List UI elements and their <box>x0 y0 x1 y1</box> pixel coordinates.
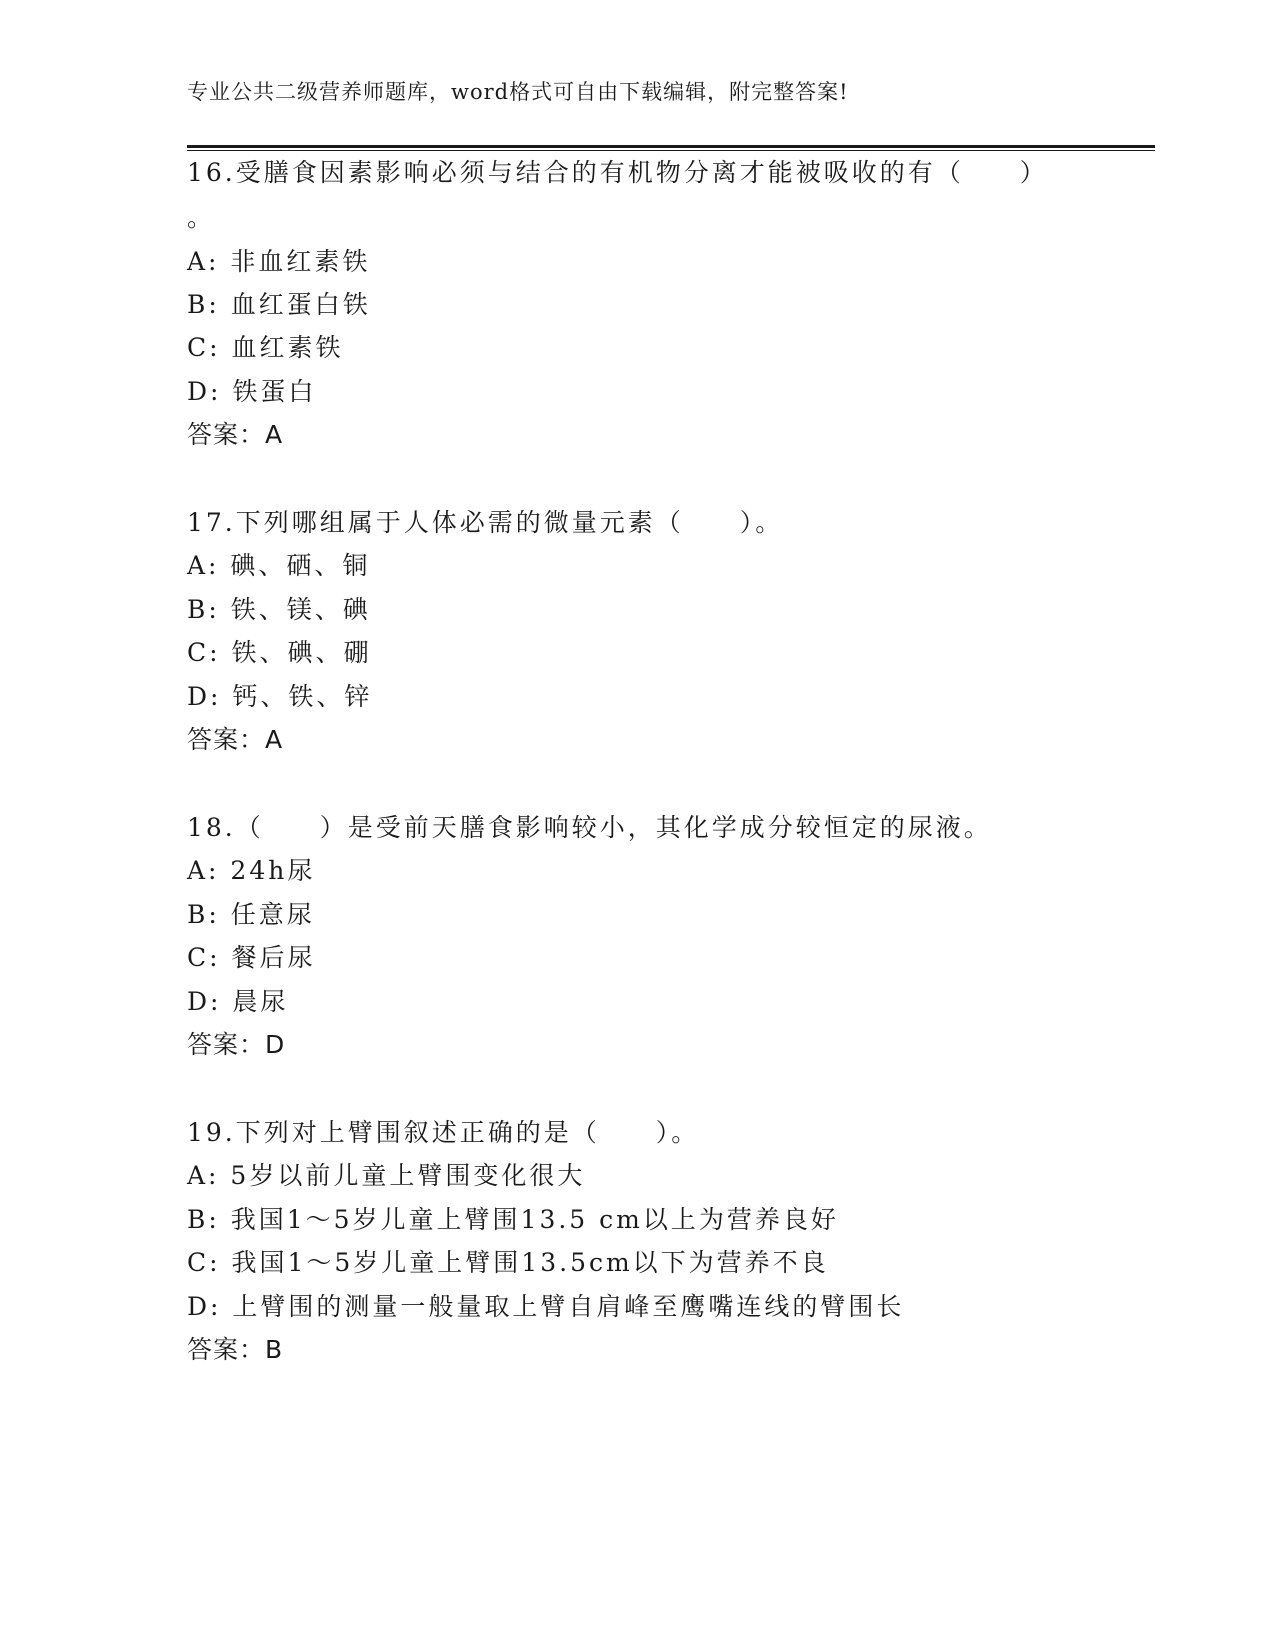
option-c: C: 我国1～5岁儿童上臂围13.5cm以下为营养不良 <box>187 1248 829 1277</box>
option-b: B: 我国1～5岁儿童上臂围13.5 cm以上为营养良好 <box>187 1205 839 1234</box>
option-d: D: 钙、铁、锌 <box>187 682 373 711</box>
question-stem-continued: 。 <box>187 203 216 232</box>
answer: 答案：A <box>187 420 284 449</box>
option-b: B: 任意尿 <box>187 900 315 929</box>
option-d: D: 上臂围的测量一般量取上臂自肩峰至鹰嘴连线的臂围长 <box>187 1292 905 1321</box>
option-b: B: 铁、镁、碘 <box>187 595 371 624</box>
option-d: D: 铁蛋白 <box>187 377 317 406</box>
answer: 答案：A <box>187 725 284 754</box>
header-divider <box>187 145 1155 151</box>
question-stem: 16.受膳食因素影响必须与结合的有机物分离才能被吸收的有（ ） <box>187 158 1048 187</box>
page-header: 专业公共二级营养师题库，word格式可自由下载编辑，附完整答案! <box>187 80 849 104</box>
option-c: C: 血红素铁 <box>187 333 344 362</box>
option-c: C: 餐后尿 <box>187 943 316 972</box>
option-a: A: 5岁以前儿童上臂围变化很大 <box>187 1161 586 1190</box>
option-a: A: 非血红素铁 <box>187 247 371 276</box>
question-stem: 18.（ ）是受前天膳食影响较小，其化学成分较恒定的尿液。 <box>187 813 992 842</box>
question-stem: 17.下列哪组属于人体必需的微量元素（ ）。 <box>187 508 784 537</box>
option-d: D: 晨尿 <box>187 987 289 1016</box>
option-a: A: 24h尿 <box>187 856 316 885</box>
option-c: C: 铁、碘、硼 <box>187 638 372 667</box>
option-a: A: 碘、硒、铜 <box>187 551 371 580</box>
option-b: B: 血红蛋白铁 <box>187 290 371 319</box>
answer: 答案：B <box>187 1335 284 1364</box>
question-stem: 19.下列对上臂围叙述正确的是（ ）。 <box>187 1118 700 1147</box>
answer: 答案：D <box>187 1030 286 1059</box>
